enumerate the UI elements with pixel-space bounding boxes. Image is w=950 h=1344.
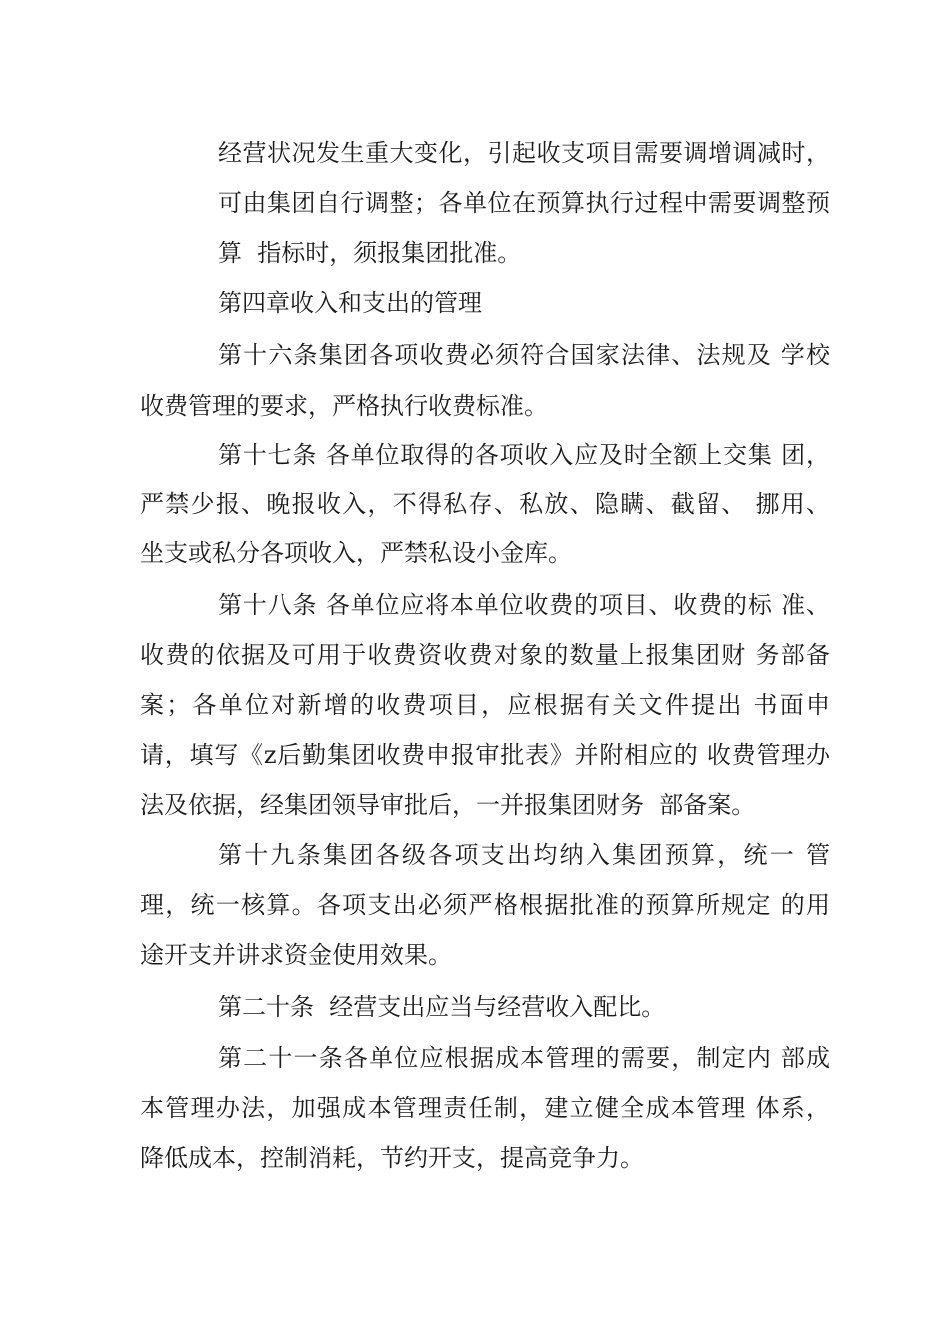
- text-line: 第二十条 经营支出应当与经营收入配比。: [218, 993, 666, 1021]
- text-line: 请，填写《z后勤集团收费申报审批表》并附相应的 收费管理办: [140, 741, 830, 769]
- text-line: 经营状况发生重大变化，引起收支项目需要调增调减时，: [218, 139, 830, 167]
- text-line: 第十八条 各单位应将本单位收费的项目、收费的标 准、: [218, 591, 830, 619]
- text-line: 案；各单位对新增的收费项目，应根据有关文件提出 书面申: [140, 691, 830, 719]
- text-line: 第十六条集团各项收费必须符合国家法律、法规及 学校: [218, 341, 830, 369]
- text-line: 途开支并讲求资金使用效果。: [140, 941, 452, 969]
- text-line: 算 指标时，须报集团批准。: [218, 239, 522, 267]
- text-line: 第二十一条各单位应根据成本管理的需要，制定内 部成: [218, 1044, 830, 1072]
- chapter-heading: 第四章收入和支出的管理: [218, 289, 482, 317]
- text-line: 本管理办法，加强成本管理责任制，建立健全成本管理 体系，: [140, 1094, 830, 1122]
- text-line: 严禁少报、晚报收入，不得私存、私放、隐瞒、截留、 挪用、: [140, 490, 830, 518]
- text-line: 坐支或私分各项收入，严禁私设小金库。: [140, 539, 572, 567]
- text-line: 法及依据，经集团领导审批后，一并报集团财务 部备案。: [140, 791, 756, 819]
- text-line: 理，统一核算。各项支出必须严格根据批准的预算所规定 的用: [140, 891, 830, 919]
- text-line: 第十九条集团各级各项支出均纳入集团预算，统一 管: [218, 841, 830, 869]
- text-line: 降低成本，控制消耗，节约开支，提高竞争力。: [140, 1144, 644, 1172]
- text-line: 收费管理的要求，严格执行收费标准。: [140, 392, 548, 420]
- text-line: 可由集团自行调整；各单位在预算执行过程中需要调整预: [218, 189, 830, 217]
- text-line: 第十七条 各单位取得的各项收入应及时全额上交集 团，: [218, 441, 830, 469]
- text-line: 收费的依据及可用于收费资收费对象的数量上报集团财 务部备: [140, 641, 830, 669]
